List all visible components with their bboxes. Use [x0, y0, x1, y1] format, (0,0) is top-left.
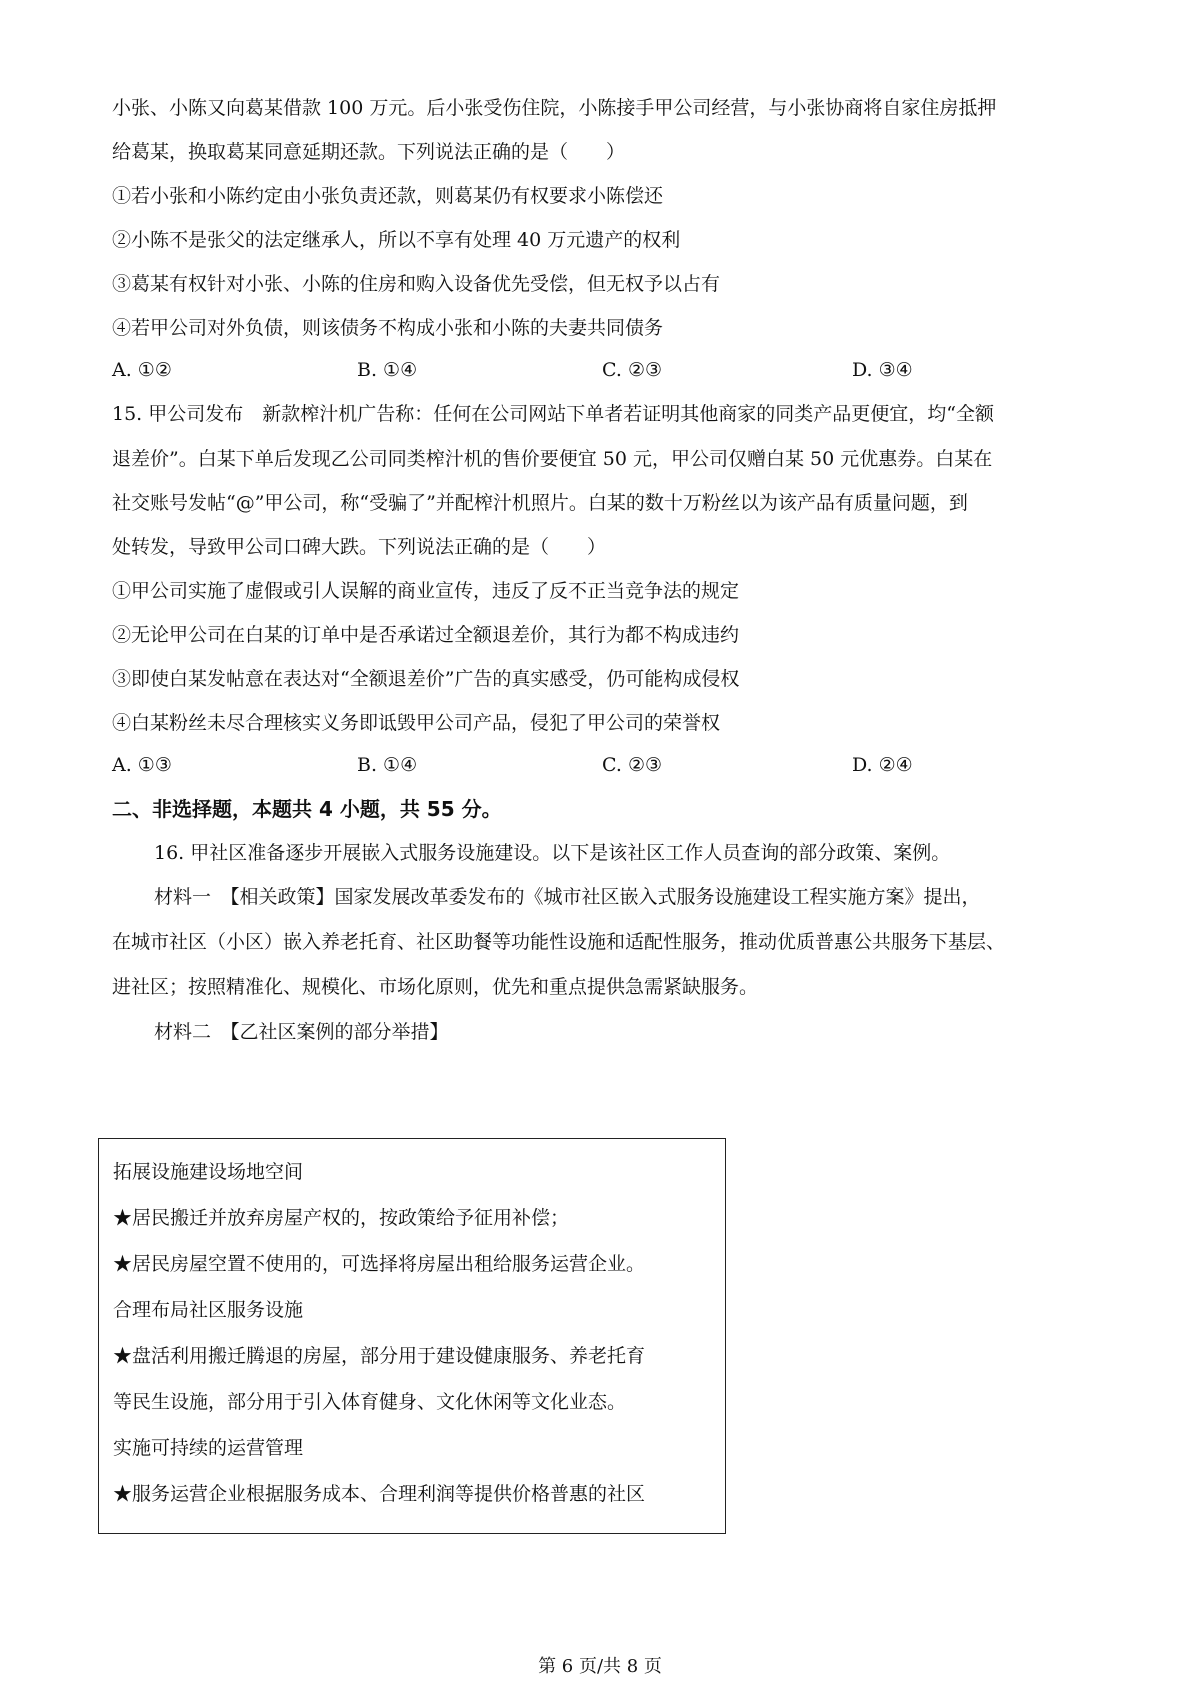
section-heading: 二、非选择题，本题共 4 小题，共 55 分。: [112, 797, 502, 821]
q14-option-c[interactable]: C. ②③: [602, 359, 663, 381]
q14-statement-1: ①若小张和小陈约定由小张负责还款，则葛某仍有权要求小陈偿还: [112, 185, 664, 207]
q16-material-1-line-2: 在城市社区（小区）嵌入养老托育、社区助餐等功能性设施和适配性服务，推动优质普惠公共服务下基层、: [112, 931, 1006, 953]
q16-material-2-title: 材料二 【乙社区案例的部分举措】: [154, 1021, 449, 1043]
q14-option-b[interactable]: B. ①④: [357, 359, 418, 381]
q15-option-c[interactable]: C. ②③: [602, 754, 663, 776]
q15-option-a[interactable]: A. ①③: [112, 754, 172, 776]
q15-stem-line-1: 15. 甲公司发布 新款榨汁机广告称：任何在公司网站下单者若证明其他商家的同类产品更便宜，均“全额: [112, 403, 994, 425]
box-line-4: 合理布局社区服务设施: [113, 1299, 304, 1321]
q15-statement-1: ①甲公司实施了虚假或引人误解的商业宣传，违反了反不正当竞争法的规定: [112, 580, 740, 602]
q16-material-1-line-3: 进社区；按照精准化、规模化、市场化原则，优先和重点提供急需紧缺服务。: [112, 976, 759, 998]
box-line-3: ★居民房屋空置不使用的，可选择将房屋出租给服务运营企业。: [113, 1253, 646, 1275]
page-number: 第 6 页/共 8 页: [538, 1656, 662, 1677]
q14-option-d[interactable]: D. ③④: [852, 359, 913, 381]
material-two-box: [98, 1138, 726, 1534]
q14-statement-3: ③葛某有权针对小张、小陈的住房和购入设备优先受偿，但无权予以占有: [112, 273, 721, 295]
box-line-6: 等民生设施，部分用于引入体育健身、文化休闲等文化业态。: [113, 1391, 627, 1413]
q14-stem-line-1: 小张、小陈又向葛某借款 100 万元。后小张受伤住院，小陈接手甲公司经营，与小张协商将自家住房抵押: [112, 97, 997, 119]
q15-statement-2: ②无论甲公司在白某的订单中是否承诺过全额退差价，其行为都不构成违约: [112, 624, 740, 646]
q14-option-a[interactable]: A. ①②: [112, 359, 172, 381]
q16-stem: 16. 甲社区准备逐步开展嵌入式服务设施建设。以下是该社区工作人员查询的部分政策、案例。: [154, 842, 951, 864]
box-line-2: ★居民搬迁并放弃房屋产权的，按政策给予征用补偿；: [113, 1207, 570, 1229]
q15-options: [112, 752, 1012, 778]
box-line-8: ★服务运营企业根据服务成本、合理利润等提供价格普惠的社区: [113, 1483, 646, 1505]
q15-statement-4: ④白某粉丝未尽合理核实义务即诋毁甲公司产品，侵犯了甲公司的荣誉权: [112, 712, 721, 734]
q14-statement-4: ④若甲公司对外负债，则该债务不构成小张和小陈的夫妻共同债务: [112, 317, 664, 339]
q15-stem-line-3: 社交账号发帖“@”甲公司，称“受骗了”并配榨汁机照片。白某的数十万粉丝以为该产品有质量问题，到: [112, 492, 968, 514]
q16-material-1-line-1: 材料一 【相关政策】国家发展改革委发布的《城市社区嵌入式服务设施建设工程实施方案》提出，: [154, 886, 981, 908]
q15-option-d[interactable]: D. ②④: [852, 754, 913, 776]
q14-stem-line-2: 给葛某，换取葛某同意延期还款。下列说法正确的是（ ）: [112, 141, 626, 163]
q14-statement-2: ②小陈不是张父的法定继承人，所以不享有处理 40 万元遗产的权利: [112, 229, 681, 251]
box-line-7: 实施可持续的运营管理: [113, 1437, 304, 1459]
q15-statement-3: ③即使白某发帖意在表达对“全额退差价”广告的真实感受，仍可能构成侵权: [112, 668, 740, 690]
box-line-1: 拓展设施建设场地空间: [113, 1161, 304, 1183]
q15-stem-line-2: 退差价”。白某下单后发现乙公司同类榨汁机的售价要便宜 50 元，甲公司仅赠白某 50 元优惠券。白某在: [112, 448, 993, 470]
q15-stem-line-4: 处转发，导致甲公司口碑大跌。下列说法正确的是（ ）: [112, 536, 607, 558]
q15-option-b[interactable]: B. ①④: [357, 754, 418, 776]
box-line-5: ★盘活利用搬迁腾退的房屋，部分用于建设健康服务、养老托育: [113, 1345, 646, 1367]
q14-options: [112, 357, 1012, 383]
